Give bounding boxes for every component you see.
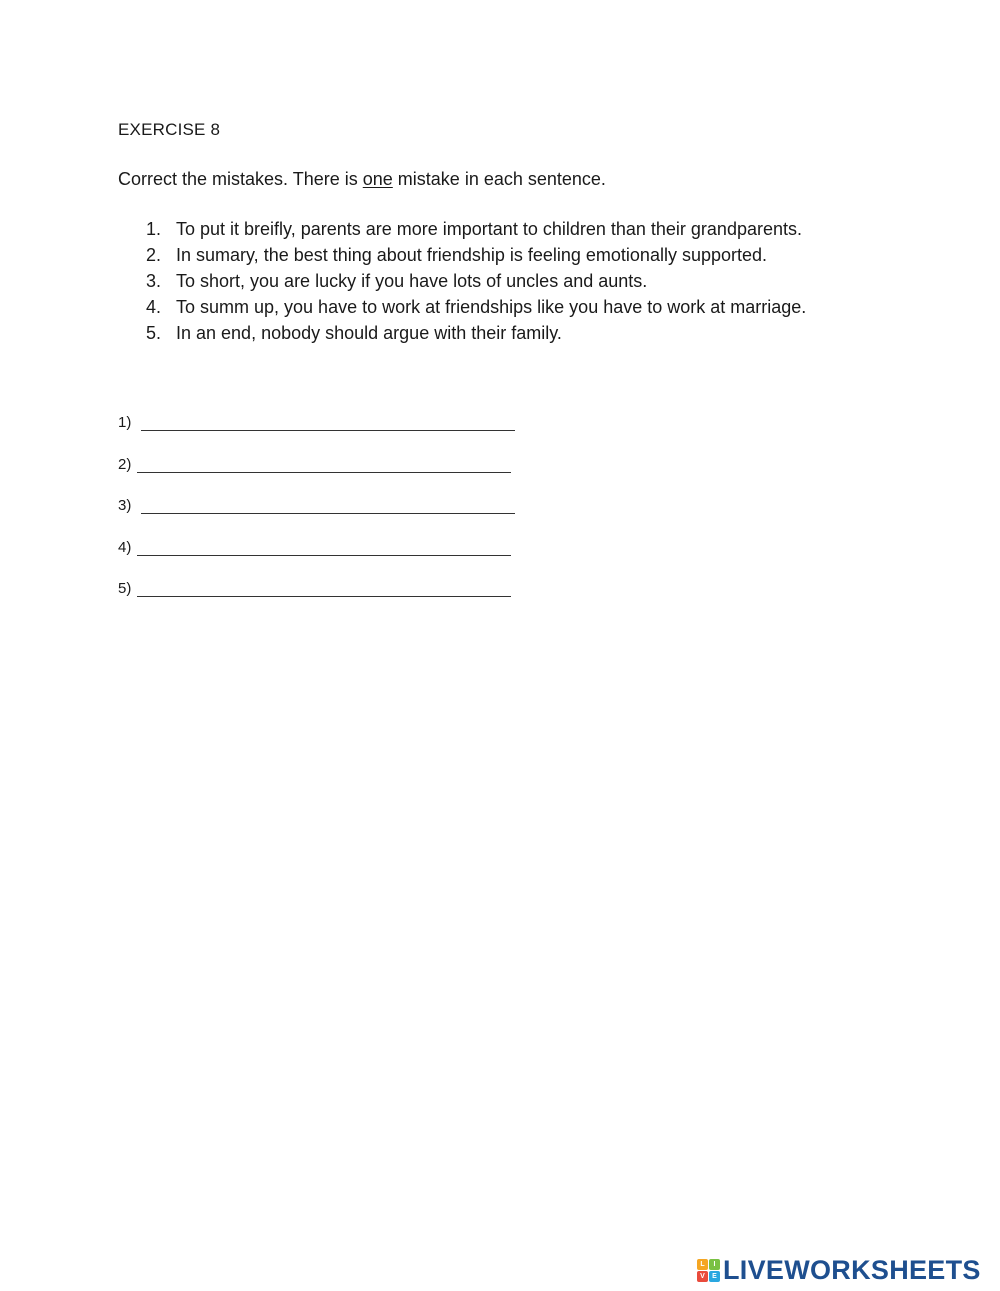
sentence-text: In an end, nobody should argue with their family. bbox=[176, 323, 562, 343]
sentence-item bbox=[146, 216, 806, 242]
sentence-text: In sumary, the best thing about friendship is feeling emotionally supported. bbox=[176, 245, 768, 265]
sentence-text: To put it breifly, parents are more important to children than their grandparents. bbox=[176, 219, 802, 239]
sentence-list bbox=[146, 216, 806, 346]
answer-row-1 bbox=[118, 409, 515, 431]
answer-row-5 bbox=[118, 575, 511, 597]
logo-mark-letter: I bbox=[709, 1259, 720, 1270]
sentence-text: To summ up, you have to work at friendships like you have to work at marriage. bbox=[176, 297, 807, 317]
answer-input-1[interactable] bbox=[141, 414, 515, 431]
logo-mark-letter: L bbox=[697, 1259, 708, 1270]
answer-label: 2) bbox=[118, 456, 132, 473]
answer-input-5[interactable] bbox=[137, 580, 511, 597]
logo-mark-icon bbox=[697, 1259, 720, 1282]
logo-mark-letter: V bbox=[697, 1271, 708, 1282]
instruction-text-before: Correct the mistakes. There is bbox=[118, 169, 363, 189]
answer-input-4[interactable] bbox=[137, 539, 511, 556]
logo-text: LIVEWORKSHEETS bbox=[723, 1254, 981, 1285]
answer-input-2[interactable] bbox=[137, 456, 511, 473]
sentence-text: To short, you are lucky if you have lots of uncles and aunts. bbox=[176, 271, 648, 291]
answer-row-2 bbox=[118, 451, 511, 473]
instruction-text-after: mistake in each sentence. bbox=[392, 169, 606, 189]
sentence-item bbox=[146, 320, 806, 346]
sentence-number: 1. bbox=[146, 219, 162, 239]
sentence-item bbox=[146, 242, 806, 268]
sentence-number: 4. bbox=[146, 297, 162, 317]
answer-label: 4) bbox=[118, 539, 132, 556]
sentence-number: 2. bbox=[146, 245, 162, 265]
liveworksheets-logo bbox=[697, 1255, 981, 1285]
answer-row-4 bbox=[118, 534, 511, 556]
answer-input-3[interactable] bbox=[141, 497, 515, 514]
answer-label: 3) bbox=[118, 497, 132, 514]
exercise-instruction bbox=[118, 169, 606, 190]
answer-label: 5) bbox=[118, 580, 132, 597]
answer-row-3 bbox=[118, 492, 515, 514]
instruction-underlined-word: one bbox=[362, 169, 393, 189]
logo-mark-letter: E bbox=[709, 1271, 720, 1282]
sentence-item bbox=[146, 268, 806, 294]
answer-label: 1) bbox=[118, 414, 132, 431]
sentence-number: 3. bbox=[146, 271, 162, 291]
exercise-title: EXERCISE 8 bbox=[118, 120, 221, 139]
sentence-item bbox=[146, 294, 806, 320]
sentence-number: 5. bbox=[146, 323, 162, 343]
